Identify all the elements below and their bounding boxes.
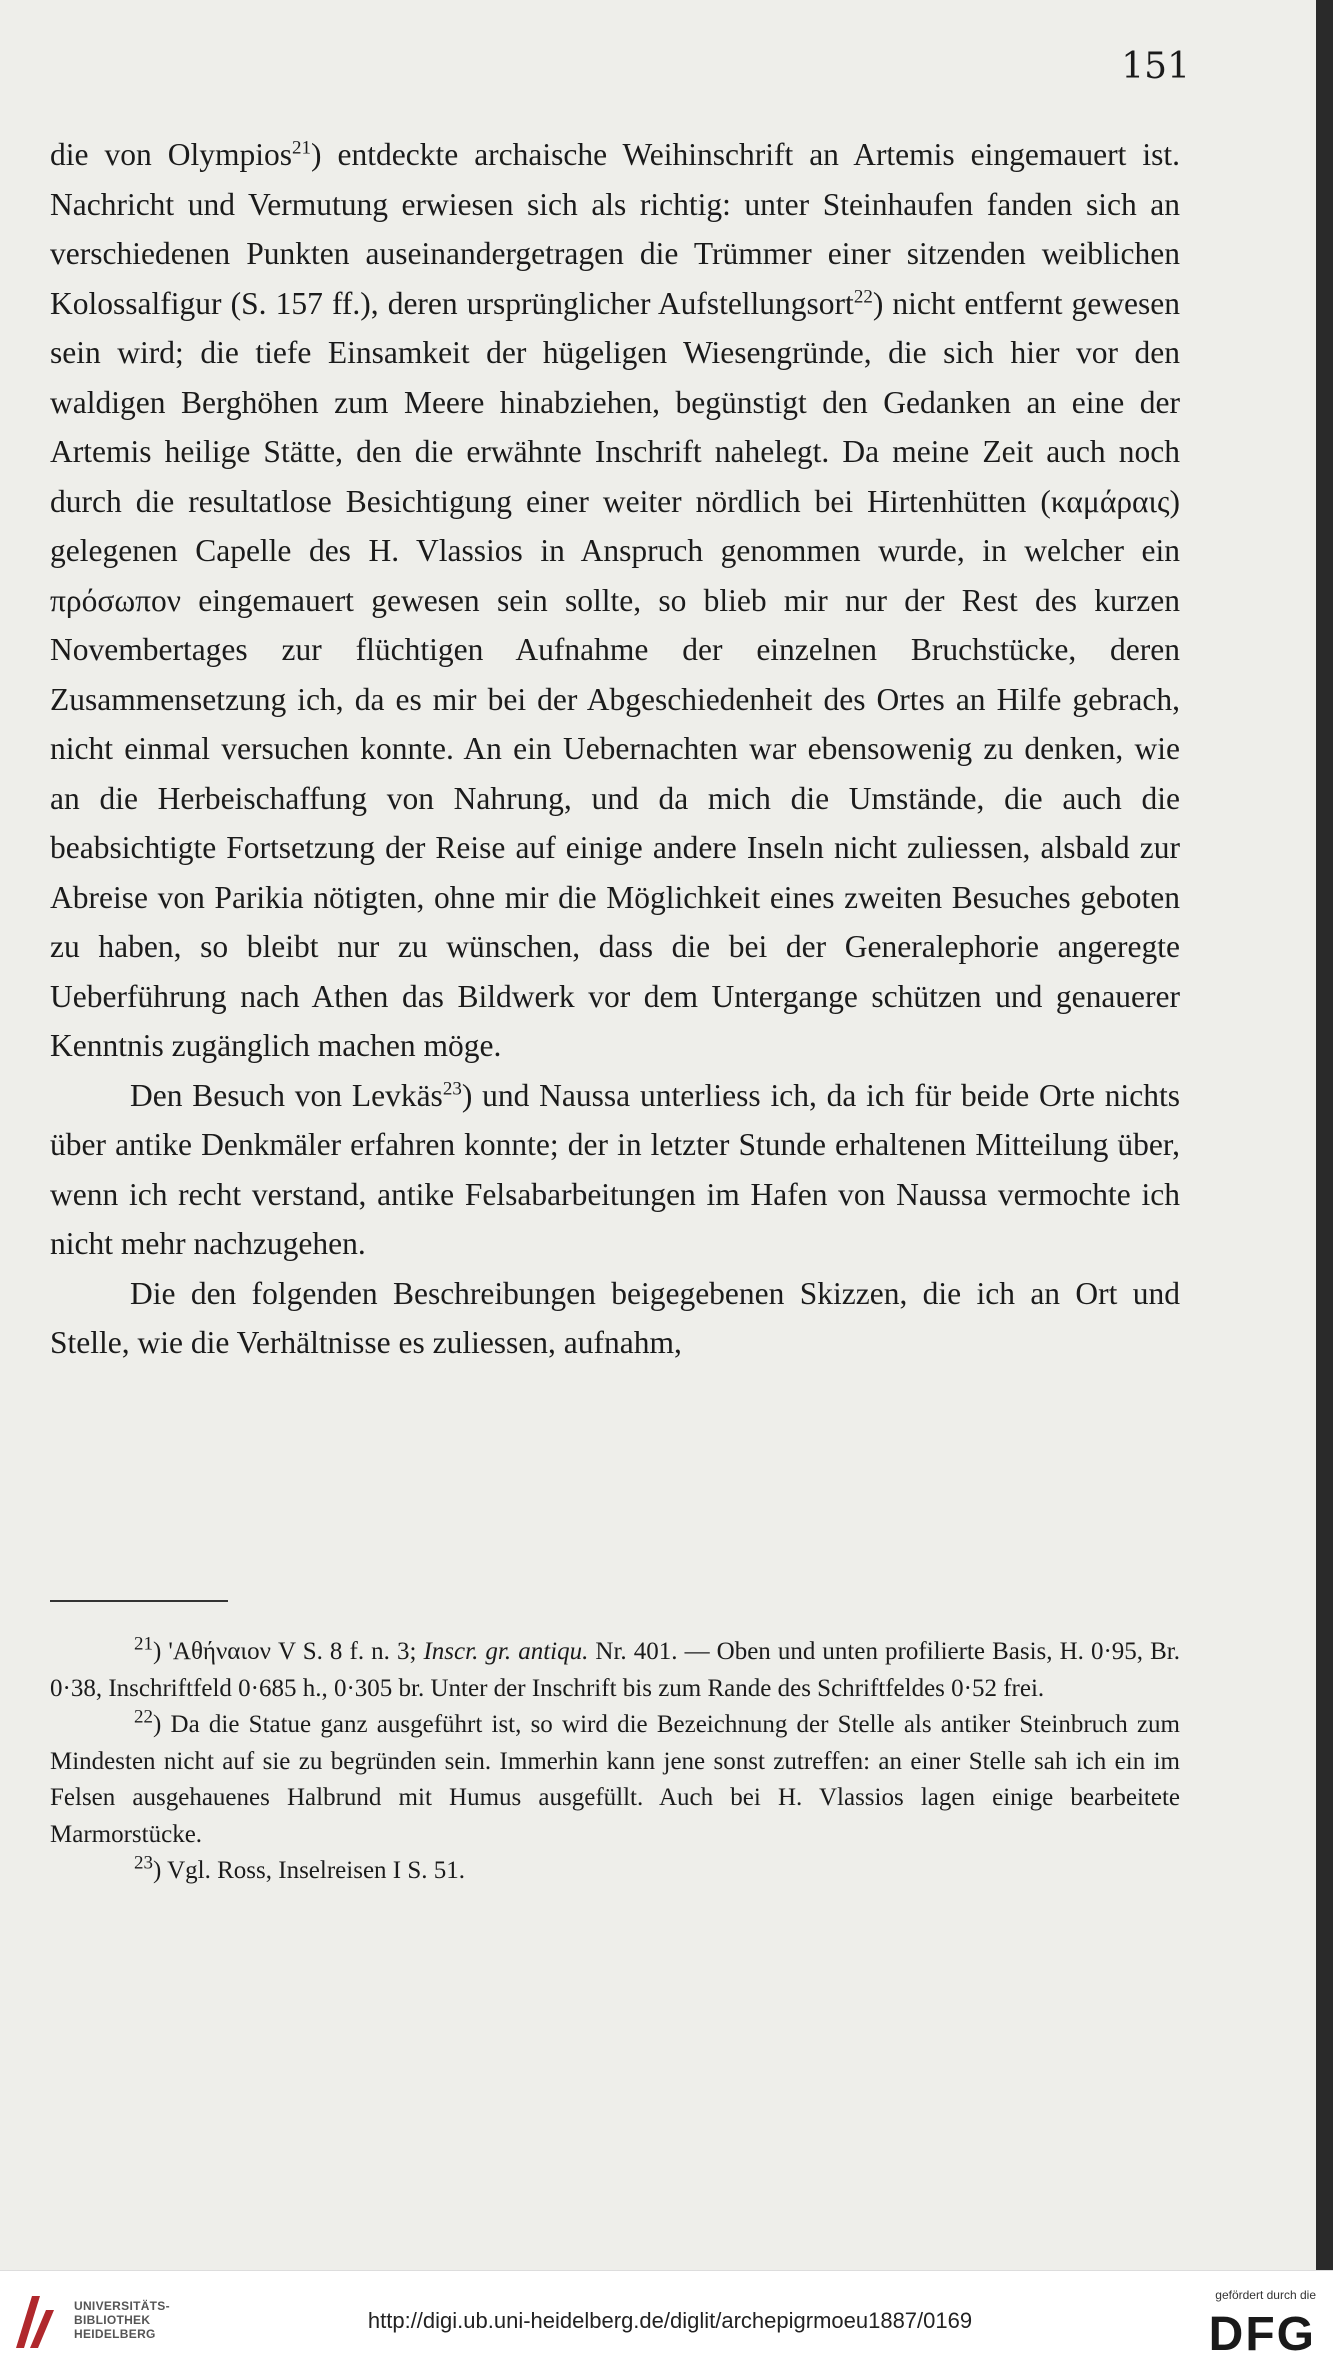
footnote-ref-23: 23 (442, 1078, 462, 1099)
footnote-21-text-b: Nr. 401. — Oben und unten profilierte Basis, H. 0·95, Br. 0·38, Inschriftfeld 0·685 h., 0·305 br. Unter der Inschrift bis zum Rande des Schriftfeldes 0·52 frei. (50, 1638, 1180, 1702)
footnote-ref-21: 21 (292, 137, 312, 159)
logo-line-1: UNIVERSITÄTS- (74, 2299, 170, 2313)
footnote-22 (50, 1707, 1180, 1853)
footnote-23-mark: 23 (134, 1852, 153, 1874)
footnote-21-citation: Inscr. gr. antiqu. (423, 1638, 589, 1665)
paragraph-1 (50, 130, 1180, 1071)
paragraph-2 (50, 1071, 1180, 1269)
university-library-logo-icon[interactable] (10, 2290, 60, 2354)
paragraph-3: Die den folgenden Beschreibungen beigegebenen Skizzen, die ich an Ort und Stelle, wie die Verhältnisse es zuliessen, aufnahm, (50, 1275, 1180, 1360)
footnote-21-mark: 21 (134, 1633, 153, 1655)
paragraph-1-text-b: ) entdeckte archaische Weihinschrift an Artemis eingemauert ist. Nachricht und Vermutung erwiesen sich als richtig: unter Steinhaufen fanden sich an verschiedenen Punkten auseinandergetragen die Trümmer einer sitzenden weiblichen Kolossalfigur (S. 157 ff.), deren ursprünglicher Aufstellungsort (50, 137, 1180, 321)
footnote-21 (50, 1634, 1180, 1707)
paragraph-1-text-a: die von Olympios (50, 137, 293, 172)
footnote-divider (50, 1600, 228, 1602)
footnote-23 (50, 1853, 1180, 1890)
dfg-logo[interactable]: DFG (1208, 2308, 1316, 2361)
logo-line-2: BIBLIOTHEK (74, 2313, 151, 2327)
footnote-22-mark: 22 (134, 1706, 153, 1728)
paragraph-2-text-b: ) und Naussa unterliess ich, da ich für beide Orte nichts über antike Denkmäler erfahren konnte; der in letzter Stunde erhaltenen Mitteilung über, wenn ich recht verstand, antike Felsabarbeitungen im Hafen von Naussa vermochte ich nicht mehr nachzugehen. (50, 1077, 1180, 1261)
footnote-ref-22: 22 (853, 286, 873, 307)
permalink-url[interactable]: http://digi.ub.uni-heidelberg.de/diglit/archepigrmoeu1887/0169 (367, 2308, 973, 2333)
paragraph-1-text-c: ) nicht entfernt gewesen sein wird; die tiefe Einsamkeit der hügeligen Wiesengründe, die sich hier vor den waldigen Berghöhen zum Meere hinabziehen, begünstigt den Gedanken an eine der Artemis heilige Stätte, den die erwähnte Inschrift nahelegt. Da meine Zeit auch noch durch die resultatlose Besichtigung einer weiter nördlich bei Hirtenhütten (καμάραις) gelegenen Capelle des H. Vlassios in Anspruch genommen wurde, in welcher ein πρόσωπον eingemauert gewesen sein sollte, so blieb mir nur der Rest des kurzen Novembertages zur flüchtigen Aufnahme der einzelnen Bruchstücke, deren Zusammensetzung ich, da es mir bei der Abgeschiedenheit des Ortes an Hilfe gebrach, nicht einmal versuchen konnte. An ein Uebernachten war ebensowenig zu denken, wie an die Herbeischaffung von Nahrung, und da mich die Umstände, die auch die beabsichtigte Fortsetzung der Reise auf einige andere Inseln nicht zuliessen, alsbald zur Abreise von Parikia nötigten, ohne mir die Möglichkeit eines zweiten Besuches geboten zu haben, so bleibt nur zu wünschen, dass die bei der Generalephorie angeregte Ueberführung nach Athen das Bildwerk vor dem Untergange schützen und genauerer Kenntnis zugänglich machen möge. (50, 285, 1181, 1063)
logo-line-3: HEIDELBERG (74, 2327, 156, 2341)
footnote-22-text: ) Da die Statue ganz ausgeführt ist, so wird die Bezeichnung der Stelle als antiker Steinbruch zum Mindesten nicht auf sie zu begründen sein. Immerhin kann jene sonst zutreffen: an einer Stelle sah ich ein im Felsen ausgehauenes Halbrund mit Humus ausgefüllt. Auch bei H. Vlassios lagen einige bearbeitete Marmorstücke. (50, 1711, 1180, 1848)
paragraph-2-text-a: Den Besuch von Levkäs (130, 1077, 443, 1113)
footnotes (50, 1634, 1180, 1890)
page-number: 151 (1121, 46, 1190, 87)
footnote-23-text: ) Vgl. Ross, Inselreisen I S. 51. (153, 1857, 466, 1884)
scan-edge (1316, 0, 1333, 2270)
footnote-21-text-a: ) 'Αθήναιον V S. 8 f. n. 3; (153, 1638, 424, 1665)
main-text (50, 130, 1180, 1368)
sponsor-label: gefördert durch die (1215, 2288, 1316, 2302)
university-library-name[interactable] (74, 2299, 170, 2341)
